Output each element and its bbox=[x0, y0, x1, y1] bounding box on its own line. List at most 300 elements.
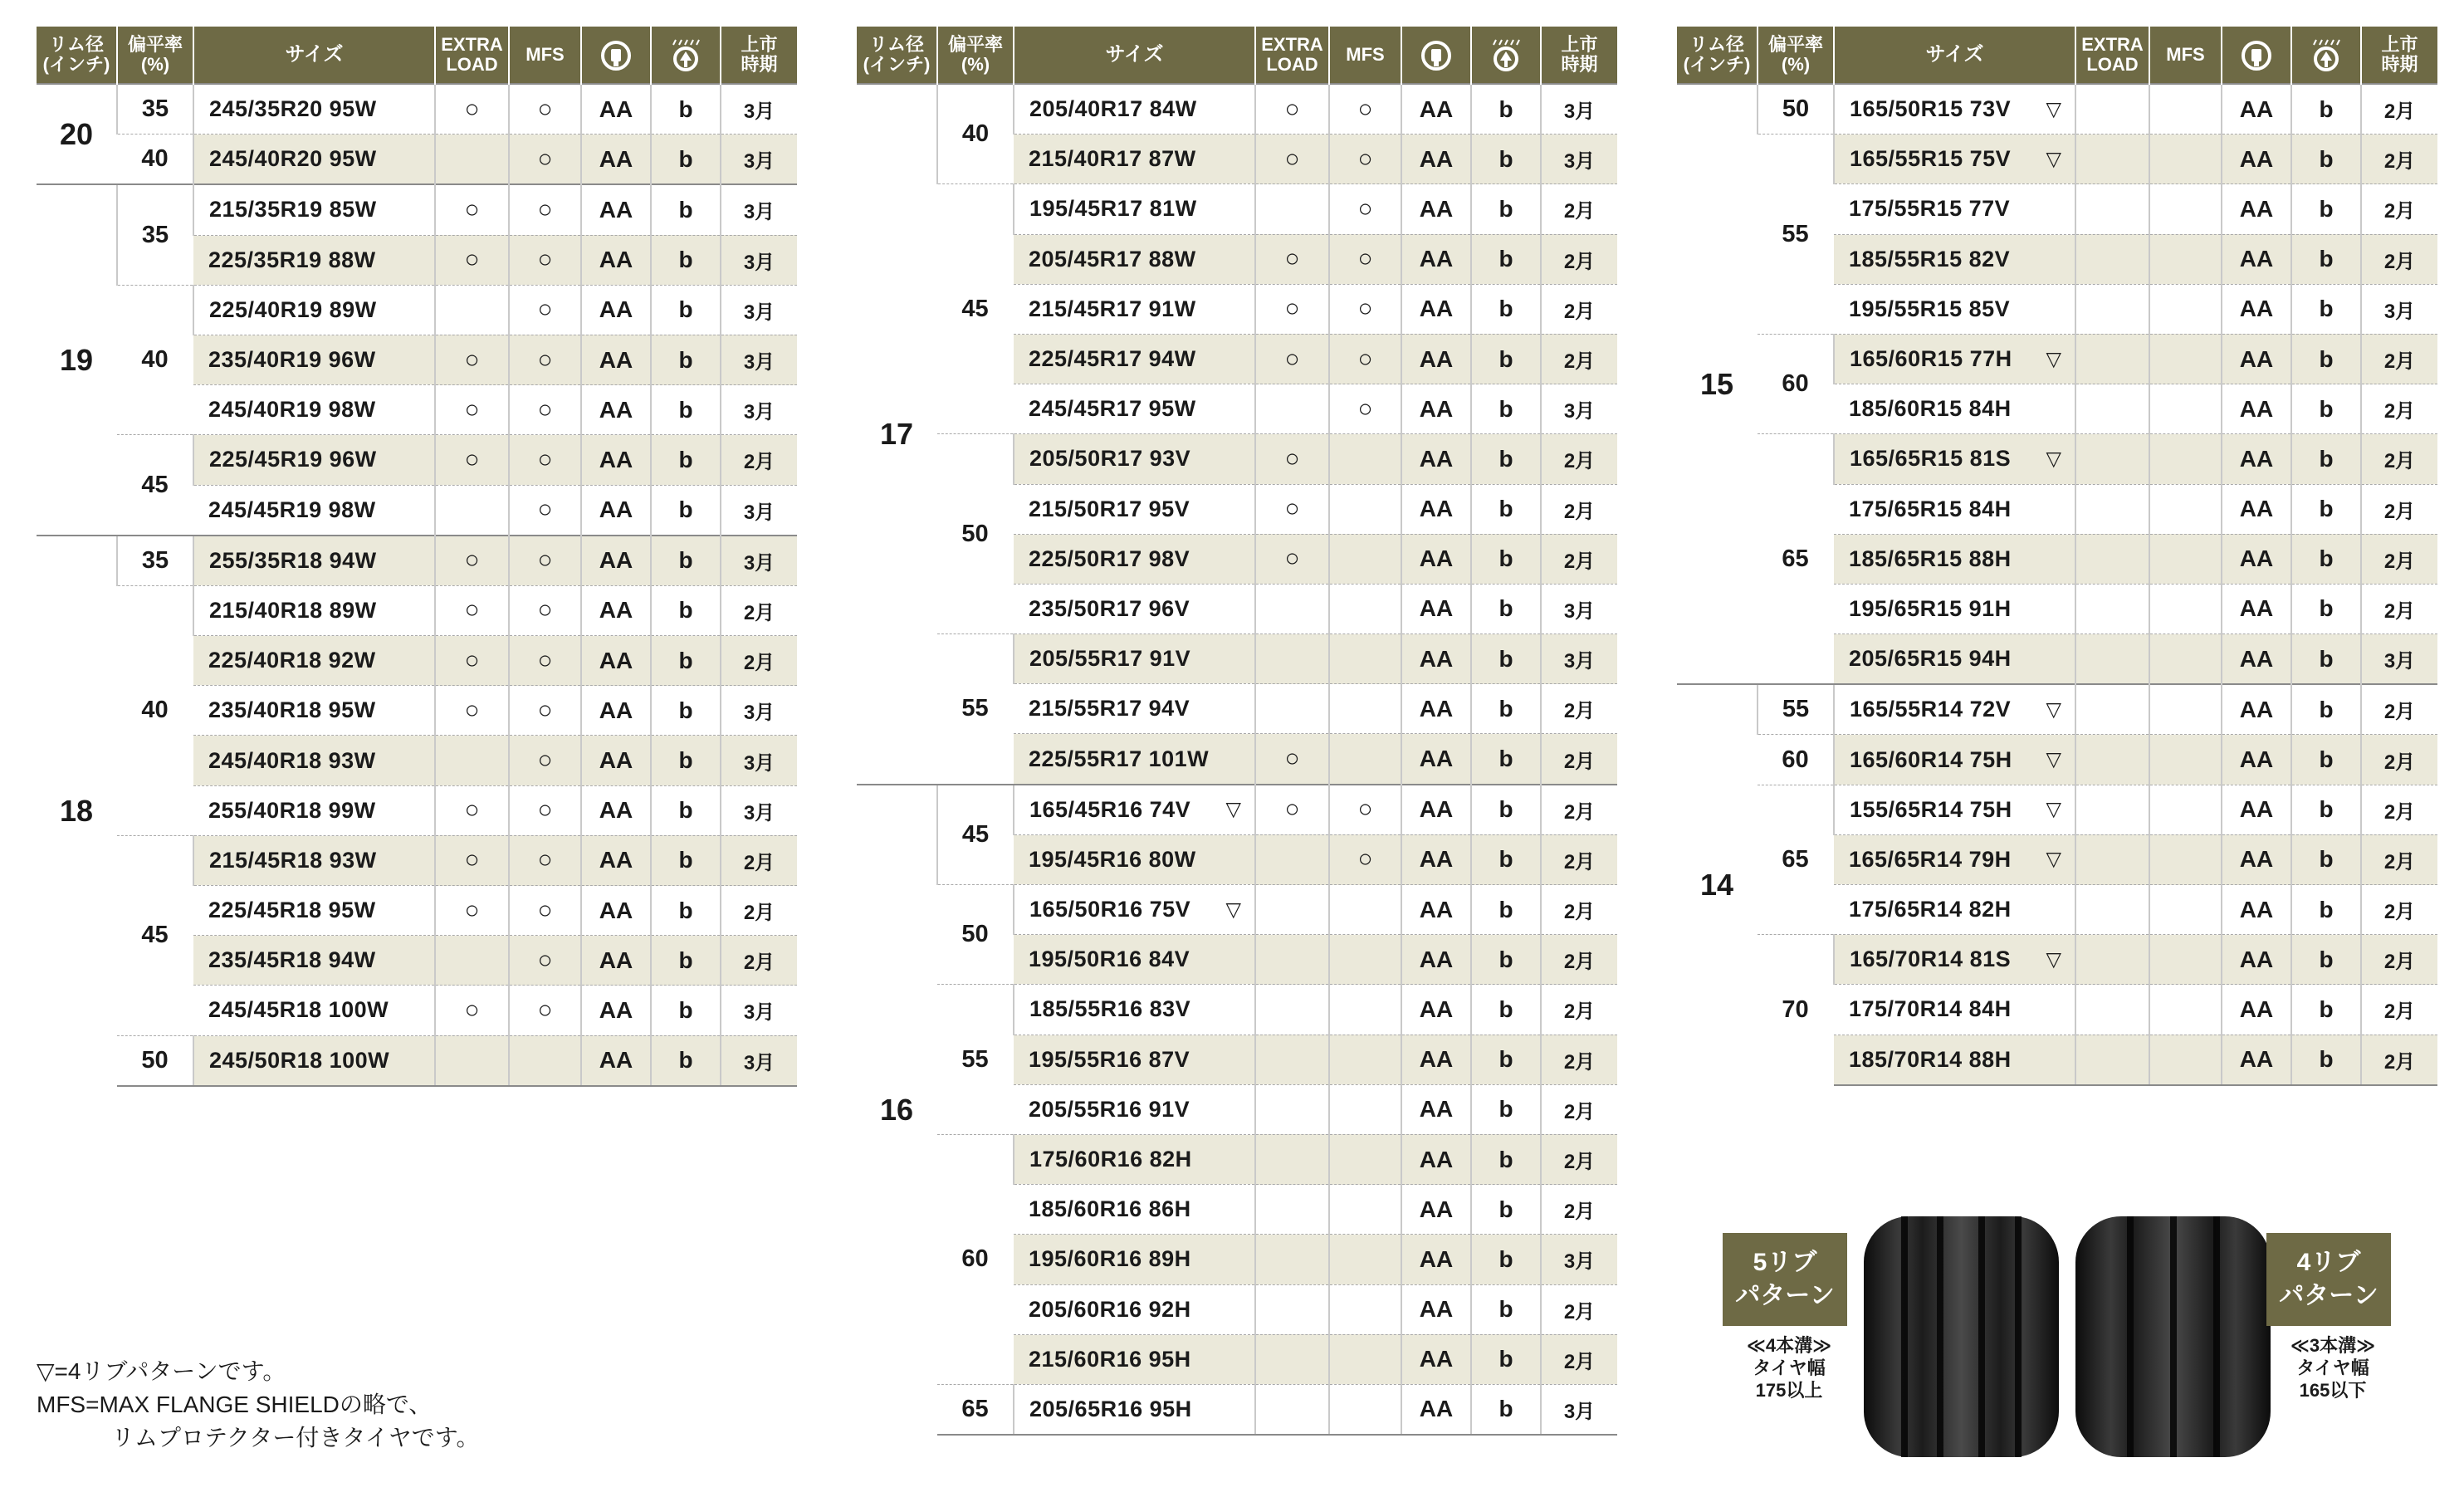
launch-period-cell: 3月 bbox=[721, 385, 797, 435]
rolling-resistance-cell: AA bbox=[1401, 1284, 1471, 1334]
tire-size-table-1 bbox=[37, 27, 797, 1087]
wet-grip-cell: b bbox=[651, 835, 721, 885]
size-cell bbox=[193, 135, 435, 185]
wet-grip-cell: b bbox=[2291, 985, 2361, 1035]
size-cell bbox=[193, 686, 435, 736]
mfs-cell: ○ bbox=[509, 636, 581, 686]
wet-grip-cell: b bbox=[1471, 634, 1541, 684]
size-text: 235/50R17 96V bbox=[1029, 595, 1190, 621]
rolling-resistance-grade-icon bbox=[2222, 27, 2291, 84]
rim-diameter-cell: 19 bbox=[37, 184, 117, 535]
size-text: 195/55R16 87V bbox=[1029, 1046, 1190, 1072]
four-rib-marker: ▽ bbox=[1225, 798, 1241, 821]
table-row bbox=[1677, 434, 2437, 484]
extra-load-cell bbox=[1255, 1334, 1329, 1384]
size-cell bbox=[1014, 634, 1255, 684]
header-aspect-ratio: 偏平率 (%) bbox=[117, 27, 193, 84]
launch-period-cell: 2月 bbox=[1541, 1134, 1617, 1184]
size-cell bbox=[193, 936, 435, 986]
launch-period-cell: 3月 bbox=[721, 485, 797, 536]
rolling-resistance-cell: AA bbox=[581, 636, 651, 686]
rolling-resistance-cell: AA bbox=[1401, 1035, 1471, 1084]
size-cell bbox=[1834, 684, 2075, 735]
size-text: 245/50R18 100W bbox=[209, 1047, 390, 1073]
wet-grip-cell: b bbox=[651, 886, 721, 936]
rolling-resistance-cell: AA bbox=[1401, 885, 1471, 935]
size-cell bbox=[193, 835, 435, 885]
extra-load-cell: ○ bbox=[1255, 84, 1329, 135]
rolling-resistance-cell: AA bbox=[2222, 634, 2291, 685]
size-cell bbox=[1014, 1384, 1255, 1435]
mfs-cell: ○ bbox=[509, 435, 581, 485]
size-text: 225/50R17 98V bbox=[1029, 545, 1190, 571]
extra-load-cell bbox=[2075, 935, 2149, 985]
rim-diameter-cell: 14 bbox=[1677, 684, 1758, 1085]
rolling-resistance-cell: AA bbox=[2222, 534, 2291, 584]
extra-load-cell bbox=[2075, 834, 2149, 884]
size-cell bbox=[1834, 384, 2075, 434]
launch-period-cell: 3月 bbox=[721, 736, 797, 785]
mfs-cell bbox=[2149, 634, 2222, 685]
table-row bbox=[857, 985, 1617, 1035]
rolling-resistance-cell: AA bbox=[581, 536, 651, 586]
rolling-resistance-cell: AA bbox=[2222, 1035, 2291, 1085]
rolling-resistance-cell: AA bbox=[1401, 1185, 1471, 1235]
tire-size-table-2 bbox=[857, 27, 1617, 1436]
rolling-resistance-cell: AA bbox=[1401, 634, 1471, 684]
aspect-ratio-cell: 65 bbox=[1758, 785, 1834, 935]
four-rib-marker: ▽ bbox=[1225, 898, 1241, 922]
four-rib-marker: ▽ bbox=[2046, 148, 2061, 171]
size-text: 205/65R15 94H bbox=[1849, 646, 2012, 672]
launch-period-cell: 2月 bbox=[721, 585, 797, 635]
extra-load-cell bbox=[435, 135, 509, 185]
mfs-cell: ○ bbox=[509, 936, 581, 986]
extra-load-cell bbox=[1255, 1134, 1329, 1184]
mfs-cell bbox=[1329, 1334, 1401, 1384]
four-rib-marker: ▽ bbox=[2046, 748, 2061, 771]
size-text: 255/40R18 99W bbox=[208, 797, 376, 823]
size-cell bbox=[193, 335, 435, 384]
size-cell bbox=[1834, 935, 2075, 985]
rolling-resistance-cell: AA bbox=[2222, 434, 2291, 484]
rolling-resistance-cell: AA bbox=[2222, 84, 2291, 135]
extra-load-cell bbox=[1255, 985, 1329, 1035]
rolling-resistance-cell: AA bbox=[1401, 484, 1471, 534]
footnote-mfs: MFS=MAX FLANGE SHIELDの略で、 bbox=[37, 1392, 433, 1417]
wet-grip-cell: b bbox=[1471, 534, 1541, 584]
wet-grip-cell: b bbox=[1471, 334, 1541, 384]
mfs-cell: ○ bbox=[509, 536, 581, 586]
extra-load-cell: ○ bbox=[435, 435, 509, 485]
launch-period-cell: 3月 bbox=[721, 184, 797, 235]
size-cell bbox=[1014, 834, 1255, 884]
size-cell bbox=[1014, 985, 1255, 1035]
rim-diameter-cell: 16 bbox=[857, 785, 937, 1435]
wet-grip-cell: b bbox=[1471, 434, 1541, 484]
size-text: 215/45R17 91W bbox=[1029, 296, 1196, 321]
mfs-cell bbox=[1329, 1084, 1401, 1134]
extra-load-cell bbox=[1255, 834, 1329, 884]
mfs-cell bbox=[2149, 284, 2222, 334]
size-text: 225/45R19 96W bbox=[209, 447, 377, 472]
size-cell bbox=[193, 485, 435, 536]
wet-grip-cell: b bbox=[2291, 434, 2361, 484]
mfs-cell bbox=[1329, 885, 1401, 935]
mfs-cell bbox=[2149, 484, 2222, 534]
launch-period-cell: 3月 bbox=[721, 84, 797, 135]
header-aspect-ratio: 偏平率 (%) bbox=[1758, 27, 1834, 84]
rolling-resistance-cell: AA bbox=[1401, 1235, 1471, 1284]
size-cell bbox=[1014, 584, 1255, 633]
wet-grip-cell: b bbox=[651, 385, 721, 435]
rolling-resistance-cell: AA bbox=[581, 686, 651, 736]
size-text: 215/50R17 95V bbox=[1029, 496, 1190, 521]
rolling-resistance-cell: AA bbox=[2222, 684, 2291, 735]
extra-load-cell bbox=[1255, 1084, 1329, 1134]
size-cell bbox=[1834, 484, 2075, 534]
table-row bbox=[37, 1035, 797, 1086]
launch-period-cell: 3月 bbox=[1541, 1235, 1617, 1284]
wet-grip-grade-icon bbox=[2291, 27, 2361, 84]
tire-size-table-3 bbox=[1677, 27, 2437, 1086]
launch-period-cell: 3月 bbox=[721, 986, 797, 1035]
size-cell bbox=[1834, 584, 2075, 633]
mfs-cell bbox=[2149, 684, 2222, 735]
wet-grip-cell: b bbox=[1471, 184, 1541, 234]
header-size: サイズ bbox=[193, 27, 435, 84]
rolling-resistance-cell: AA bbox=[2222, 985, 2291, 1035]
rolling-resistance-cell: AA bbox=[581, 135, 651, 185]
extra-load-cell bbox=[2075, 284, 2149, 334]
five-rib-label: 5リブ パターン bbox=[1723, 1233, 1847, 1326]
rolling-resistance-cell: AA bbox=[1401, 584, 1471, 633]
rolling-resistance-cell: AA bbox=[581, 785, 651, 835]
launch-period-cell: 2月 bbox=[2361, 935, 2437, 985]
launch-period-cell: 2月 bbox=[1541, 334, 1617, 384]
launch-period-cell: 2月 bbox=[2361, 434, 2437, 484]
mfs-cell bbox=[2149, 135, 2222, 184]
launch-period-cell: 2月 bbox=[2361, 584, 2437, 633]
wet-grip-cell: b bbox=[651, 435, 721, 485]
size-text: 195/65R15 91H bbox=[1849, 595, 2012, 621]
rolling-resistance-cell: AA bbox=[581, 184, 651, 235]
size-text: 185/65R15 88H bbox=[1849, 545, 2012, 571]
launch-period-cell: 2月 bbox=[1541, 234, 1617, 284]
mfs-cell: ○ bbox=[509, 835, 581, 885]
extra-load-cell bbox=[1255, 1384, 1329, 1435]
size-cell bbox=[1014, 1035, 1255, 1084]
size-cell bbox=[1834, 985, 2075, 1035]
mfs-cell bbox=[2149, 434, 2222, 484]
launch-period-cell: 2月 bbox=[1541, 885, 1617, 935]
header-rim-diameter: リム径 (インチ) bbox=[37, 27, 117, 84]
wet-grip-cell: b bbox=[2291, 935, 2361, 985]
table-row bbox=[37, 835, 797, 885]
header-launch-period: 上市 時期 bbox=[721, 27, 797, 84]
mfs-cell: ○ bbox=[1329, 834, 1401, 884]
extra-load-cell bbox=[1255, 384, 1329, 434]
size-text: 215/40R17 87W bbox=[1029, 146, 1196, 172]
extra-load-cell: ○ bbox=[435, 835, 509, 885]
size-cell bbox=[1014, 1134, 1255, 1184]
wet-grip-cell: b bbox=[1471, 484, 1541, 534]
size-text: 225/35R19 88W bbox=[208, 247, 376, 272]
launch-period-cell: 2月 bbox=[1541, 684, 1617, 734]
mfs-cell: ○ bbox=[1329, 84, 1401, 135]
size-text: 155/65R14 75H bbox=[1850, 796, 2012, 822]
rolling-resistance-cell: AA bbox=[581, 485, 651, 536]
extra-load-cell: ○ bbox=[1255, 534, 1329, 584]
wet-grip-cell: b bbox=[651, 135, 721, 185]
wet-grip-cell: b bbox=[1471, 1334, 1541, 1384]
size-cell bbox=[1834, 735, 2075, 785]
table-row bbox=[857, 1134, 1617, 1184]
rolling-resistance-cell: AA bbox=[2222, 885, 2291, 935]
extra-load-cell bbox=[2075, 234, 2149, 284]
wet-grip-cell: b bbox=[2291, 584, 2361, 633]
extra-load-cell: ○ bbox=[435, 235, 509, 285]
extra-load-cell bbox=[2075, 384, 2149, 434]
header-size: サイズ bbox=[1834, 27, 2075, 84]
size-cell bbox=[1834, 234, 2075, 284]
size-cell bbox=[1834, 885, 2075, 935]
launch-period-cell: 2月 bbox=[2361, 1035, 2437, 1085]
size-text: 165/50R16 75V bbox=[1029, 897, 1191, 922]
wet-grip-cell: b bbox=[651, 785, 721, 835]
header-mfs: MFS bbox=[509, 27, 581, 84]
size-text: 205/40R17 84W bbox=[1029, 96, 1197, 122]
size-cell bbox=[1014, 684, 1255, 734]
mfs-cell: ○ bbox=[509, 485, 581, 536]
four-rib-label: 4リブ パターン bbox=[2266, 1233, 2391, 1326]
aspect-ratio-cell: 55 bbox=[1758, 684, 1834, 735]
table-row bbox=[37, 435, 797, 485]
size-text: 165/60R14 75H bbox=[1850, 746, 2012, 772]
extra-load-cell bbox=[2075, 584, 2149, 633]
table-row bbox=[1677, 135, 2437, 184]
table-row bbox=[1677, 84, 2437, 135]
extra-load-cell: ○ bbox=[1255, 234, 1329, 284]
rolling-resistance-cell: AA bbox=[581, 285, 651, 335]
launch-period-cell: 2月 bbox=[1541, 484, 1617, 534]
aspect-ratio-cell: 35 bbox=[117, 536, 193, 586]
extra-load-cell: ○ bbox=[435, 585, 509, 635]
aspect-ratio-cell: 55 bbox=[937, 634, 1014, 785]
table-row bbox=[37, 536, 797, 586]
mfs-cell bbox=[1329, 1284, 1401, 1334]
size-text: 215/55R17 94V bbox=[1029, 696, 1190, 722]
aspect-ratio-cell: 45 bbox=[117, 435, 193, 536]
rim-diameter-cell: 20 bbox=[37, 84, 117, 184]
launch-period-cell: 2月 bbox=[2361, 184, 2437, 234]
wet-grip-cell: b bbox=[2291, 284, 2361, 334]
launch-period-cell: 3月 bbox=[721, 135, 797, 185]
extra-load-cell: ○ bbox=[1255, 484, 1329, 534]
size-text: 215/35R19 85W bbox=[209, 197, 377, 223]
size-cell bbox=[1834, 534, 2075, 584]
mfs-cell bbox=[2149, 184, 2222, 234]
size-text: 225/55R17 101W bbox=[1029, 746, 1210, 771]
size-text: 225/45R18 95W bbox=[208, 898, 376, 923]
footnote-triangle: ▽=4リブパターンです。 bbox=[37, 1358, 286, 1384]
size-cell bbox=[193, 785, 435, 835]
size-text: 175/55R15 77V bbox=[1849, 196, 2011, 222]
four-rib-marker: ▽ bbox=[2046, 848, 2061, 871]
mfs-cell: ○ bbox=[1329, 184, 1401, 234]
wet-grip-cell: b bbox=[1471, 684, 1541, 734]
rolling-resistance-grade-icon bbox=[1401, 27, 1471, 84]
rolling-resistance-cell: AA bbox=[581, 235, 651, 285]
size-text: 175/70R14 84H bbox=[1849, 996, 2012, 1022]
wet-grip-cell: b bbox=[651, 1035, 721, 1086]
size-cell bbox=[193, 1035, 435, 1086]
wet-grip-cell: b bbox=[1471, 384, 1541, 434]
size-text: 175/60R16 82H bbox=[1029, 1147, 1192, 1172]
table-row bbox=[1677, 334, 2437, 384]
extra-load-cell bbox=[1255, 935, 1329, 985]
size-cell bbox=[193, 736, 435, 785]
size-cell bbox=[193, 886, 435, 936]
wet-grip-cell: b bbox=[2291, 534, 2361, 584]
wet-grip-cell: b bbox=[1471, 135, 1541, 184]
mfs-cell bbox=[1329, 1235, 1401, 1284]
aspect-ratio-cell: 65 bbox=[937, 1384, 1014, 1435]
size-text: 205/55R17 91V bbox=[1029, 646, 1191, 672]
mfs-cell: ○ bbox=[509, 385, 581, 435]
wet-grip-cell: b bbox=[2291, 84, 2361, 135]
aspect-ratio-cell: 55 bbox=[1758, 135, 1834, 335]
wet-grip-cell: b bbox=[2291, 885, 2361, 935]
launch-period-cell: 3月 bbox=[721, 1035, 797, 1086]
launch-period-cell: 3月 bbox=[1541, 1384, 1617, 1435]
rolling-resistance-cell: AA bbox=[2222, 735, 2291, 785]
size-cell bbox=[1014, 384, 1255, 434]
size-text: 165/70R14 81S bbox=[1850, 947, 2012, 972]
size-text: 195/45R17 81W bbox=[1029, 196, 1197, 222]
mfs-cell bbox=[1329, 1134, 1401, 1184]
extra-load-cell: ○ bbox=[435, 636, 509, 686]
extra-load-cell: ○ bbox=[435, 536, 509, 586]
launch-period-cell: 2月 bbox=[1541, 734, 1617, 785]
rolling-resistance-cell: AA bbox=[2222, 584, 2291, 633]
mfs-cell bbox=[1329, 1185, 1401, 1235]
wet-grip-cell: b bbox=[651, 636, 721, 686]
wet-grip-cell: b bbox=[1471, 734, 1541, 785]
size-text: 225/40R18 92W bbox=[208, 648, 376, 673]
size-text: 245/40R20 95W bbox=[209, 146, 377, 172]
rolling-resistance-cell: AA bbox=[1401, 534, 1471, 584]
extra-load-cell: ○ bbox=[435, 986, 509, 1035]
launch-period-cell: 2月 bbox=[2361, 785, 2437, 834]
rolling-resistance-cell: AA bbox=[2222, 334, 2291, 384]
size-text: 235/40R18 95W bbox=[208, 697, 376, 723]
wet-grip-cell: b bbox=[651, 986, 721, 1035]
aspect-ratio-cell: 35 bbox=[117, 84, 193, 135]
extra-load-cell: ○ bbox=[435, 686, 509, 736]
launch-period-cell: 2月 bbox=[2361, 834, 2437, 884]
size-cell bbox=[193, 285, 435, 335]
rolling-resistance-cell: AA bbox=[2222, 484, 2291, 534]
mfs-cell: ○ bbox=[509, 785, 581, 835]
rolling-resistance-cell: AA bbox=[1401, 785, 1471, 835]
aspect-ratio-cell: 40 bbox=[117, 285, 193, 435]
extra-load-cell bbox=[2075, 885, 2149, 935]
rib-pattern-illustration bbox=[1723, 1216, 2412, 1457]
rolling-resistance-cell: AA bbox=[1401, 284, 1471, 334]
table-row bbox=[857, 84, 1617, 135]
extra-load-cell bbox=[2075, 334, 2149, 384]
aspect-ratio-cell: 55 bbox=[937, 985, 1014, 1135]
size-cell bbox=[1014, 785, 1255, 835]
size-text: 185/60R15 84H bbox=[1849, 396, 2012, 422]
launch-period-cell: 2月 bbox=[2361, 84, 2437, 135]
launch-period-cell: 2月 bbox=[1541, 834, 1617, 884]
mfs-cell bbox=[2149, 985, 2222, 1035]
extra-load-cell bbox=[1255, 1235, 1329, 1284]
mfs-cell bbox=[1329, 634, 1401, 684]
rolling-resistance-cell: AA bbox=[581, 435, 651, 485]
launch-period-cell: 3月 bbox=[2361, 284, 2437, 334]
launch-period-cell: 3月 bbox=[2361, 634, 2437, 685]
size-cell bbox=[1014, 935, 1255, 985]
size-text: 215/40R18 89W bbox=[209, 597, 377, 623]
mfs-cell bbox=[2149, 84, 2222, 135]
size-cell bbox=[1834, 334, 2075, 384]
mfs-cell: ○ bbox=[509, 686, 581, 736]
extra-load-cell bbox=[1255, 184, 1329, 234]
rolling-resistance-cell: AA bbox=[1401, 234, 1471, 284]
table-row bbox=[37, 285, 797, 335]
wet-grip-grade-icon bbox=[1471, 27, 1541, 84]
mfs-cell bbox=[2149, 885, 2222, 935]
rolling-resistance-cell: AA bbox=[2222, 935, 2291, 985]
size-cell bbox=[1014, 434, 1255, 484]
mfs-cell: ○ bbox=[509, 235, 581, 285]
extra-load-cell bbox=[2075, 534, 2149, 584]
launch-period-cell: 2月 bbox=[721, 835, 797, 885]
size-cell bbox=[1014, 334, 1255, 384]
wet-grip-cell: b bbox=[1471, 584, 1541, 633]
wet-grip-cell: b bbox=[1471, 1084, 1541, 1134]
wet-grip-cell: b bbox=[2291, 735, 2361, 785]
extra-load-cell bbox=[1255, 885, 1329, 935]
rim-diameter-cell: 18 bbox=[37, 536, 117, 1086]
size-cell bbox=[1014, 284, 1255, 334]
wet-grip-cell: b bbox=[1471, 985, 1541, 1035]
table-row bbox=[37, 84, 797, 135]
rolling-resistance-cell: AA bbox=[1401, 1384, 1471, 1435]
wet-grip-cell: b bbox=[2291, 834, 2361, 884]
mfs-cell: ○ bbox=[1329, 234, 1401, 284]
table-row bbox=[1677, 684, 2437, 735]
size-cell bbox=[1834, 135, 2075, 184]
size-text: 215/45R18 93W bbox=[209, 847, 377, 873]
wet-grip-cell: b bbox=[651, 585, 721, 635]
extra-load-cell bbox=[435, 936, 509, 986]
launch-period-cell: 2月 bbox=[1541, 935, 1617, 985]
four-rib-marker: ▽ bbox=[2046, 98, 2061, 121]
wet-grip-cell: b bbox=[2291, 634, 2361, 685]
mfs-cell: ○ bbox=[509, 184, 581, 235]
rolling-resistance-cell: AA bbox=[1401, 935, 1471, 985]
rolling-resistance-cell: AA bbox=[2222, 384, 2291, 434]
wet-grip-cell: b bbox=[1471, 284, 1541, 334]
launch-period-cell: 3月 bbox=[1541, 135, 1617, 184]
size-cell bbox=[1014, 885, 1255, 935]
rolling-resistance-grade-icon bbox=[581, 27, 651, 84]
size-cell bbox=[1834, 834, 2075, 884]
